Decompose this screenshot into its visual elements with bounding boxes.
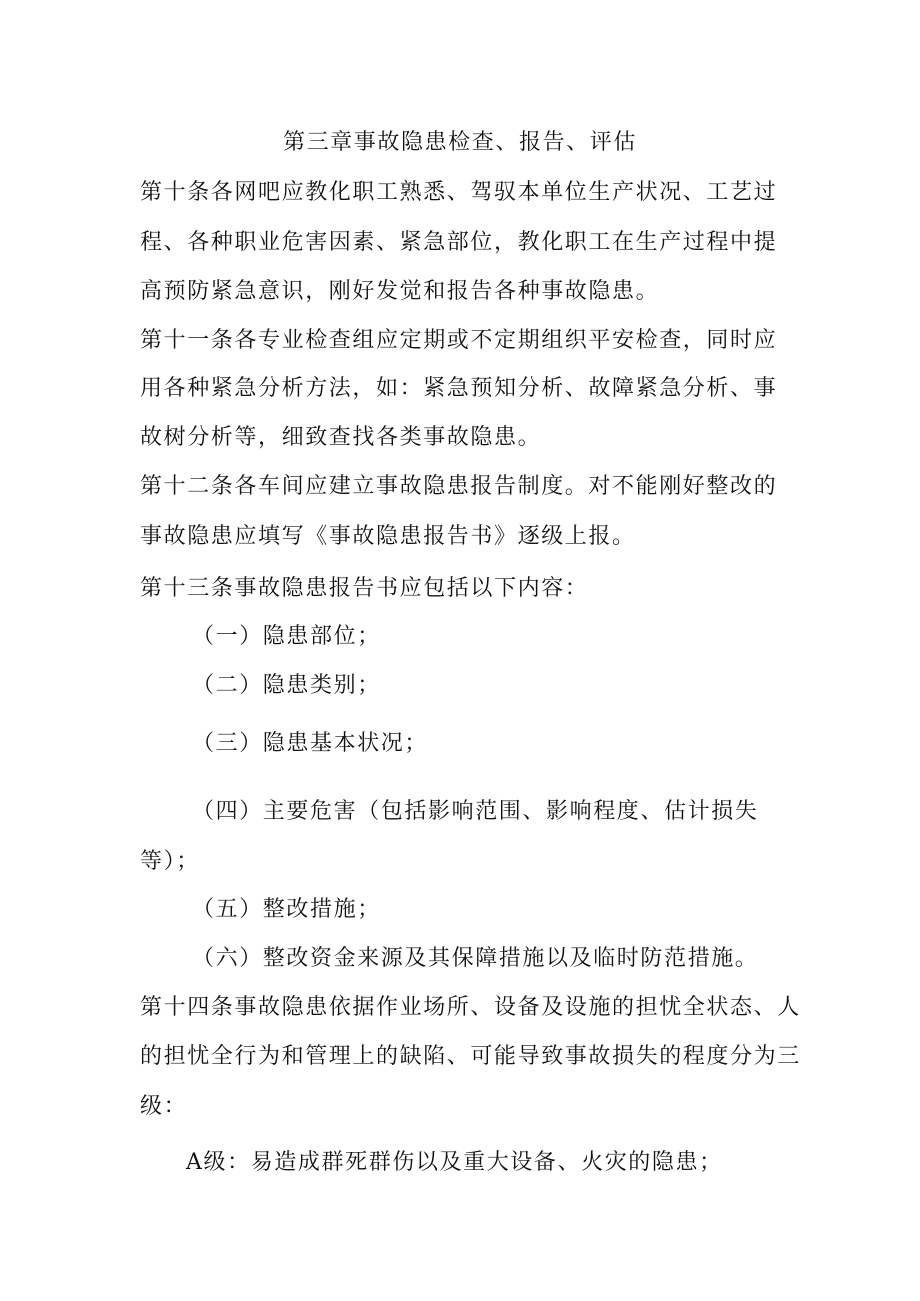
article-10-line-3: 高预防紧急意识，刚好发觉和报告各种事故隐患。	[140, 279, 660, 304]
chapter-title: 第三章事故隐患检查、报告、评估	[282, 130, 637, 155]
list-item-6: （六）整改资金来源及其保障措施以及临时防范措施。	[192, 946, 759, 971]
list-item-4-line-1: （四）主要危害（包括影响范围、影响程度、估计损失	[192, 799, 759, 824]
article-10-line-2: 程、各种职业危害因素、紧急部位，教化职工在生产过程中提	[140, 230, 778, 255]
article-14-line-2: 的担忧全行为和管理上的缺陷、可能导致事故损失的程度分为三	[140, 1044, 801, 1069]
article-12-line-1: 第十二条各车间应建立事故隐患报告制度。对不能刚好整改的	[140, 474, 778, 499]
article-12-line-2: 事故隐患应填写《事故隐患报告书》逐级上报。	[140, 524, 636, 549]
article-10-line-1: 第十条各网吧应教化职工熟悉、驾驭本单位生产状况、工艺过	[140, 180, 778, 205]
article-14-line-1: 第十四条事故隐患依据作业场所、设备及设施的担忧全状态、人	[140, 995, 801, 1020]
article-11-line-3: 故树分析等，细致查找各类事故隐患。	[140, 425, 542, 450]
article-11-line-2: 用各种紧急分析方法，如：紧急预知分析、故障紧急分析、事	[140, 376, 778, 401]
list-item-2: （二）隐患类别；	[192, 673, 381, 698]
article-14-line-3: 级：	[140, 1094, 188, 1119]
article-13-line-1: 第十三条事故隐患报告书应包括以下内容：	[140, 576, 589, 601]
article-11-line-1: 第十一条各专业检查组应定期或不定期组织平安检查，同时应	[140, 328, 778, 353]
list-item-1: （一）隐患部位；	[192, 624, 381, 649]
list-item-4-line-2: 等）；	[140, 849, 200, 874]
list-item-3: （三）隐患基本状况；	[192, 731, 429, 756]
level-a-line: A级：易造成群死群伤以及重大设备、火灾的隐患；	[186, 1150, 723, 1175]
list-item-5: （五）整改措施；	[192, 897, 381, 922]
